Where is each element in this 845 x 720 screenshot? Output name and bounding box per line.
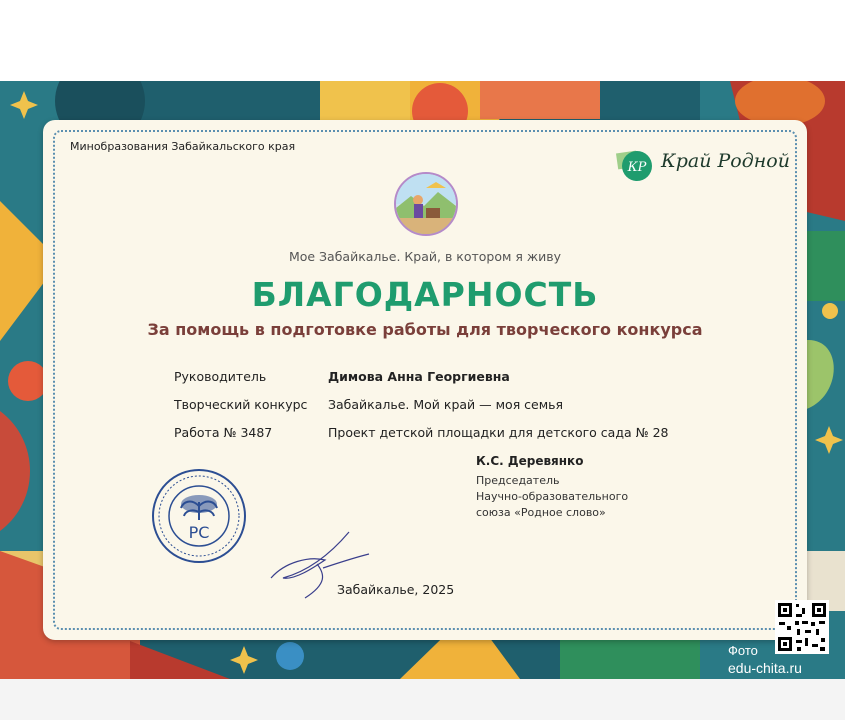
site-watermark: edu-chita.ru	[728, 660, 802, 676]
qr-code	[775, 600, 829, 654]
signatory-role	[476, 473, 628, 521]
logo-mark-text: КР	[627, 160, 647, 175]
logo-text: Край Родной	[661, 150, 790, 172]
field-label: Руководитель	[174, 369, 267, 384]
field-label: Творческий конкурс	[174, 397, 308, 412]
field-value: Димова Анна Георгиевна	[328, 369, 510, 384]
certificate-tagline: За помощь в подготовке работы для творческого конкурса	[147, 320, 703, 339]
field-value: Проект детской площадки для детского сада № 28	[328, 425, 669, 440]
contest-emblem	[394, 172, 458, 236]
field-value: Забайкалье. Мой край — моя семья	[328, 397, 564, 412]
role-line: союза «Родное слово»	[476, 506, 606, 519]
stamp-monogram: РС	[188, 523, 210, 542]
certificate-card	[43, 120, 807, 640]
field-label: Работа № 3487	[174, 425, 273, 440]
signatory-name: К.С. Деревянко	[476, 454, 584, 468]
role-line: Председатель	[476, 474, 560, 487]
official-stamp	[151, 468, 247, 564]
role-line: Научно-образовательного	[476, 490, 629, 503]
ministry-label: Минобразования Забайкальского края	[70, 140, 296, 153]
bottom-strip	[0, 679, 845, 720]
place-and-year: Забайкалье, 2025	[337, 582, 455, 597]
contest-subtitle: Мое Забайкалье. Край, в котором я живу	[288, 249, 562, 264]
logo-mark-icon	[615, 148, 655, 182]
photo-watermark: Фото	[728, 643, 758, 658]
certificate-title: БЛАГОДАРНОСТЬ	[251, 275, 599, 314]
kray-rodnoy-logo	[615, 148, 790, 182]
